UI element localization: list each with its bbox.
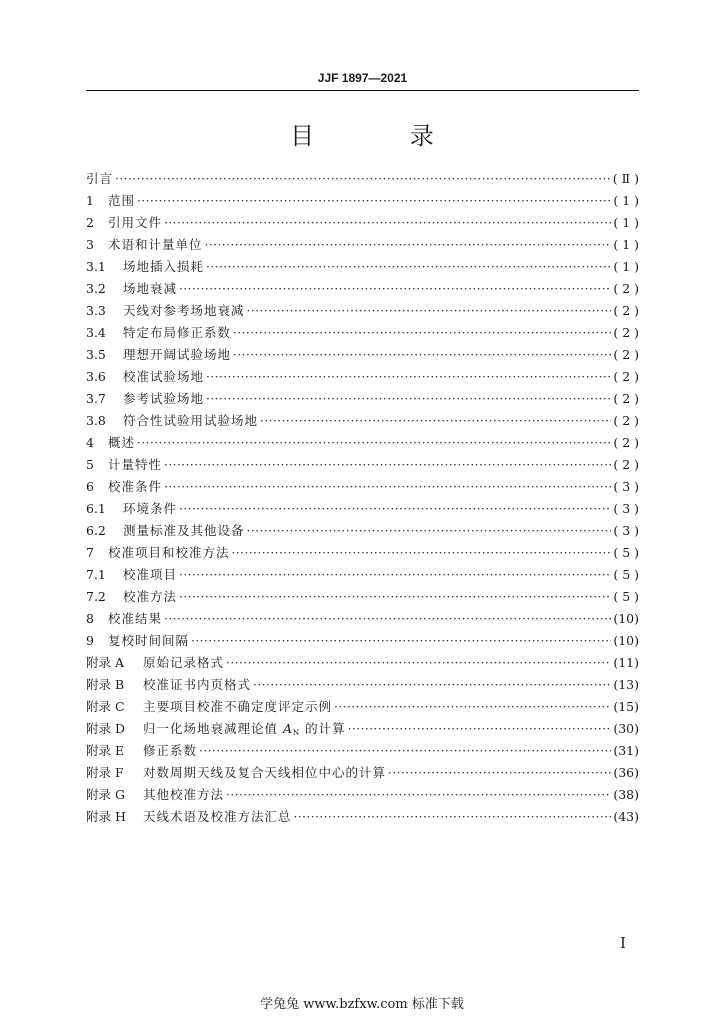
toc-entry-label: 校准结果 (108, 611, 163, 626)
toc-entry-label: 复校时间间隔 (108, 633, 190, 648)
toc-leader-dots (179, 502, 611, 516)
toc-entry-6[interactable] (86, 477, 639, 499)
toc-leader-dots (206, 260, 611, 274)
toc-entry-appendix-h[interactable] (86, 807, 639, 829)
toc-entry-appendix-g[interactable] (86, 785, 639, 807)
toc-leader-dots (226, 788, 611, 802)
toc-entry-number: 附录 C (86, 699, 125, 714)
toc-entry-appendix-f[interactable] (86, 763, 639, 785)
toc-entry-label: 场地衰减 (123, 281, 178, 296)
toc-entry-6-2[interactable] (86, 521, 639, 543)
toc-entry-label: 概述 (108, 435, 136, 450)
toc-entry-label: 其他校准方法 (143, 787, 225, 802)
toc-leader-dots (260, 414, 611, 428)
toc-leader-dots (179, 590, 611, 604)
toc-entry-page: ( 5 ) (613, 589, 639, 604)
toc-entry-appendix-d[interactable] (86, 719, 639, 741)
toc-entry-page: ( 1 ) (613, 193, 639, 208)
toc-leader-dots (388, 766, 611, 780)
toc-entry-page: ( 2 ) (613, 281, 639, 296)
toc-leader-dots (233, 348, 611, 362)
toc-leader-dots (206, 392, 611, 406)
symbol-a-variable: A (283, 721, 294, 736)
toc-leader-dots (179, 282, 611, 296)
toc-entry-page: ( 5 ) (613, 545, 639, 560)
toc-entry-label-tail: 的计算 (305, 721, 346, 736)
toc-entry-appendix-a[interactable] (86, 653, 639, 675)
toc-entry-page: ( 2 ) (613, 347, 639, 362)
toc-entry-number: 3.4 (86, 325, 106, 340)
toc-entry-page: ( 1 ) (613, 237, 639, 252)
toc-entry-page: ( 3 ) (613, 501, 639, 516)
toc-entry-number: 6.1 (86, 501, 106, 516)
toc-entry-number: 附录 B (86, 677, 125, 692)
toc-entry-3-5[interactable] (86, 345, 639, 367)
toc-leader-dots (232, 546, 612, 560)
toc-entry-label: 校准试验场地 (123, 369, 205, 384)
toc-entry-page: ( 2 ) (613, 303, 639, 318)
toc-entry-number: 5 (86, 457, 94, 472)
toc-entry-label: 范围 (108, 193, 136, 208)
toc-entry-3-8[interactable] (86, 411, 639, 433)
toc-entry-7[interactable] (86, 543, 639, 565)
toc-entry-label: 理想开阔试验场地 (123, 347, 232, 362)
toc-entry-page: ( 2 ) (613, 457, 639, 472)
toc-entry-9[interactable] (86, 631, 639, 653)
toc-entry-number: 3.7 (86, 391, 106, 406)
toc-entry-6-1[interactable] (86, 499, 639, 521)
toc-entry-page: ( 5 ) (613, 567, 639, 582)
toc-entry-3-1[interactable] (86, 257, 639, 279)
toc-entry-page: (15) (613, 699, 639, 714)
toc-entry-3-3[interactable] (86, 301, 639, 323)
toc-entry-page: ( 2 ) (613, 369, 639, 384)
toc-entry-number: 9 (86, 633, 94, 648)
toc-entry-page: (31) (613, 743, 639, 758)
toc-entry-page: ( 2 ) (613, 435, 639, 450)
toc-entry-label: 测量标准及其他设备 (123, 523, 245, 538)
toc-entry-page: ( 1 ) (613, 215, 639, 230)
toc-entry-label: 校准方法 (123, 589, 178, 604)
toc-entry-number: 7 (86, 545, 94, 560)
toc-entry-label: 校准证书内页格式 (143, 677, 252, 692)
toc-entry-number: 6 (86, 479, 94, 494)
page-title: 目 录 (290, 122, 478, 150)
toc-entry-label: 计量特性 (108, 457, 163, 472)
toc-entry-label: 引用文件 (108, 215, 163, 230)
toc-entry-number: 1 (86, 193, 94, 208)
toc-leader-dots (206, 370, 611, 384)
toc-entry-number: 附录 G (86, 787, 125, 802)
toc-leader-dots (199, 744, 611, 758)
toc-leader-dots (233, 326, 611, 340)
toc-entry-number: 附录 H (86, 809, 126, 824)
toc-entry-1[interactable] (86, 191, 639, 213)
toc-entry-number: 3.5 (86, 347, 106, 362)
toc-entry-5[interactable] (86, 455, 639, 477)
toc-entry-label: 校准项目和校准方法 (108, 545, 230, 560)
toc-entry-page: (38) (613, 787, 639, 802)
toc-leader-dots (191, 634, 611, 648)
toc-entry-8[interactable] (86, 609, 639, 631)
toc-entry-page: ( 3 ) (613, 479, 639, 494)
toc-entry-label (143, 719, 346, 737)
toc-entry-label: 对数周期天线及复合天线相位中心的计算 (143, 765, 387, 780)
table-of-contents (86, 169, 639, 829)
toc-entry-page: ( Ⅱ ) (612, 171, 639, 186)
page-number: I (620, 934, 626, 952)
toc-leader-dots (164, 458, 611, 472)
toc-entry-number: 2 (86, 215, 94, 230)
toc-leader-dots (164, 480, 611, 494)
standard-code-header: JJF 1897—2021 (86, 66, 639, 91)
toc-entry-number: 3.2 (86, 281, 106, 296)
toc-entry-page: (10) (613, 633, 639, 648)
toc-entry-4[interactable] (86, 433, 639, 455)
toc-entry-number: 3.1 (86, 259, 106, 274)
toc-entry-label: 符合性试验用试验场地 (123, 413, 259, 428)
toc-entry-appendix-c[interactable] (86, 697, 639, 719)
toc-entry-label: 主要项目校准不确定度评定示例 (143, 699, 333, 714)
toc-entry-7-1[interactable] (86, 565, 639, 587)
toc-entry-page: ( 2 ) (613, 391, 639, 406)
toc-entry-number: 7.1 (86, 567, 106, 582)
toc-entry-label: 天线对参考场地衰减 (123, 303, 245, 318)
toc-leader-dots (137, 194, 611, 208)
toc-leader-dots (294, 810, 612, 824)
toc-entry-number: 3.6 (86, 369, 106, 384)
toc-leader-dots (334, 700, 611, 714)
toc-leader-dots (164, 612, 611, 626)
toc-leader-dots (137, 436, 611, 450)
toc-leader-dots (247, 524, 612, 538)
toc-entry-number: 附录 D (86, 721, 125, 736)
toc-leader-dots (115, 172, 611, 186)
toc-entry-2[interactable] (86, 213, 639, 235)
toc-leader-dots (253, 678, 611, 692)
toc-entry-page: ( 2 ) (613, 325, 639, 340)
toc-entry-number: 附录 F (86, 765, 124, 780)
toc-entry-number: 8 (86, 611, 94, 626)
toc-leader-dots (179, 568, 611, 582)
toc-leader-dots (205, 238, 612, 252)
toc-entry-number: 3.8 (86, 413, 106, 428)
toc-entry-3-6[interactable] (86, 367, 639, 389)
toc-leader-dots (226, 656, 611, 670)
toc-entry-page: (10) (613, 611, 639, 626)
toc-entry-3-7[interactable] (86, 389, 639, 411)
toc-entry-label: 特定布局修正系数 (123, 325, 232, 340)
toc-entry-page: ( 1 ) (613, 259, 639, 274)
toc-entry-label-text: 归一化场地衰减理论值 (143, 721, 279, 736)
toc-entry-3-4[interactable] (86, 323, 639, 345)
toc-entry-page: (13) (613, 677, 639, 692)
toc-entry-3[interactable] (86, 235, 639, 257)
toc-entry-7-2[interactable] (86, 587, 639, 609)
toc-entry-label: 原始记录格式 (143, 655, 225, 670)
toc-leader-dots (247, 304, 612, 318)
toc-entry-page: ( 2 ) (613, 413, 639, 428)
toc-entry-page: (36) (613, 765, 639, 780)
toc-entry-3-2[interactable] (86, 279, 639, 301)
toc-entry-label: 校准条件 (108, 479, 163, 494)
toc-entry-number: 附录 E (86, 743, 125, 758)
toc-entry-appendix-b[interactable] (86, 675, 639, 697)
toc-entry-label: 校准项目 (123, 567, 178, 582)
toc-entry-number: 附录 A (86, 655, 125, 670)
toc-leader-dots (348, 722, 612, 736)
toc-entry-appendix-e[interactable] (86, 741, 639, 763)
toc-entry-page: (43) (613, 809, 639, 824)
toc-entry-label: 环境条件 (123, 501, 178, 516)
toc-entry-label: 天线术语及校准方法汇总 (143, 809, 292, 824)
toc-entry-label: 引言 (86, 171, 114, 186)
symbol-subscript-n: N (293, 729, 301, 737)
toc-entry-page: ( 3 ) (613, 523, 639, 538)
toc-entry-number: 3.3 (86, 303, 106, 318)
toc-entry-number: 6.2 (86, 523, 106, 538)
toc-entry-number: 3 (86, 237, 94, 252)
toc-entry-label: 术语和计量单位 (108, 237, 203, 252)
toc-leader-dots (164, 216, 611, 230)
toc-entry-page: (30) (613, 721, 639, 736)
toc-entry-number: 4 (86, 435, 94, 450)
toc-entry-label: 参考试验场地 (123, 391, 205, 406)
toc-entry-label: 修正系数 (143, 743, 198, 758)
toc-entry-number: 7.2 (86, 589, 106, 604)
watermark-footer: 学兔兔 www.bzfxw.com 标准下载 (260, 997, 464, 1012)
toc-entry-label: 场地插入损耗 (123, 259, 205, 274)
toc-entry-foreword[interactable] (86, 169, 639, 191)
toc-entry-page: (11) (613, 655, 639, 670)
